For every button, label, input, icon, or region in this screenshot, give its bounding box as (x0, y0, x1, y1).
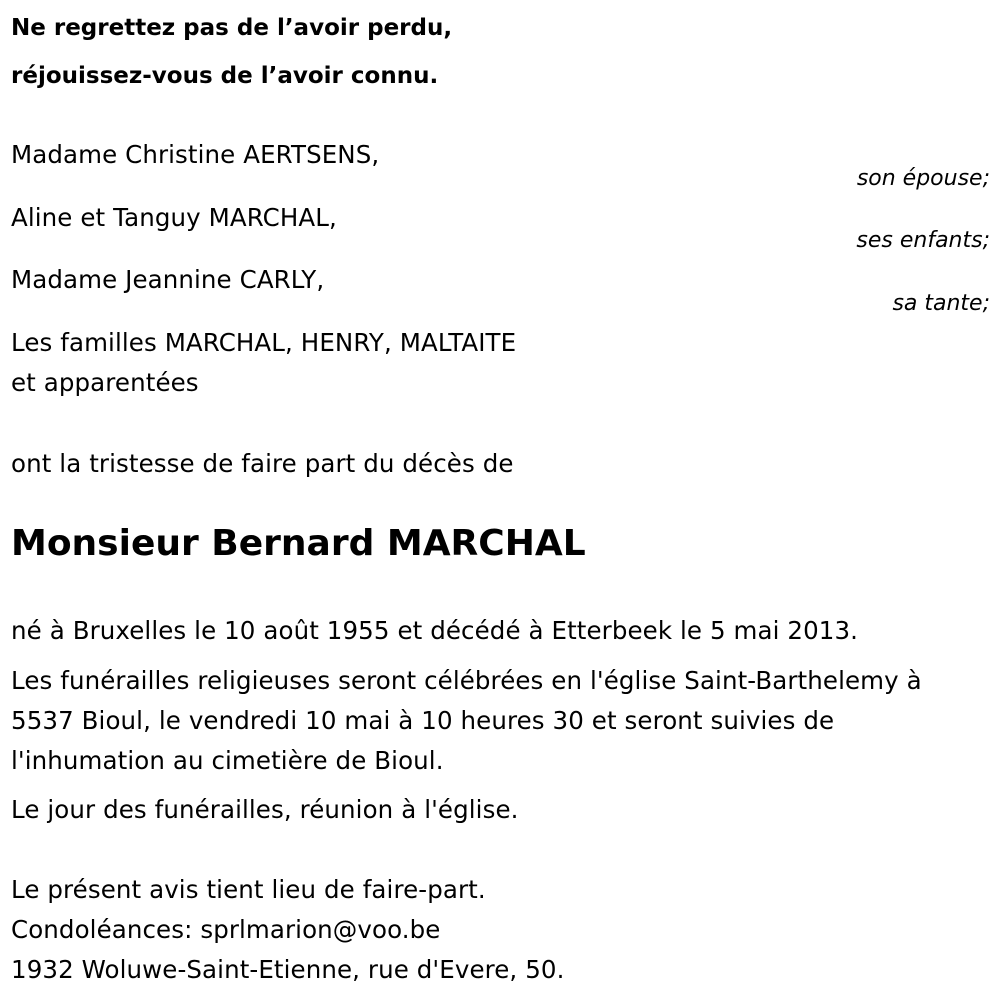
quote-line-2: réjouissez-vous de l’avoir connu. (11, 63, 439, 89)
funeral-line-1: Les funérailles religieuses seront célébrées en l'église Saint-Barthelemy à (11, 666, 922, 695)
families-line-2: et apparentées (11, 368, 199, 397)
address-text: 1932 Woluwe-Saint-Etienne, rue d'Evere, 50. (11, 955, 565, 984)
birth-death-text: né à Bruxelles le 10 août 1955 et décédé à Etterbeek le 5 mai 2013. (11, 616, 859, 645)
funeral-line-3: l'inhumation au cimetière de Bioul. (11, 746, 444, 775)
mourner-name-3: Madame Jeannine CARLY, (11, 265, 325, 294)
notice-text: Le présent avis tient lieu de faire-part. (11, 875, 486, 904)
mourner-name-2: Aline et Tanguy MARCHAL, (11, 203, 337, 232)
quote-line-1: Ne regrettez pas de l’avoir perdu, (11, 15, 453, 41)
deceased-name: Monsieur Bernard MARCHAL (11, 523, 586, 564)
mourner-relation-3: sa tante; (892, 291, 990, 316)
condolences-text: Condoléances: sprlmarion@voo.be (11, 915, 441, 944)
announcement-text: ont la tristesse de faire part du décès de (11, 449, 514, 478)
gathering-text: Le jour des funérailles, réunion à l'église. (11, 795, 519, 824)
mourner-relation-1: son épouse; (856, 166, 990, 191)
mourner-relation-2: ses enfants; (856, 228, 990, 253)
mourner-name-1: Madame Christine AERTSENS, (11, 140, 380, 169)
families-line-1: Les familles MARCHAL, HENRY, MALTAITE (11, 328, 517, 357)
funeral-line-2: 5537 Bioul, le vendredi 10 mai à 10 heures 30 et seront suivies de (11, 706, 835, 735)
